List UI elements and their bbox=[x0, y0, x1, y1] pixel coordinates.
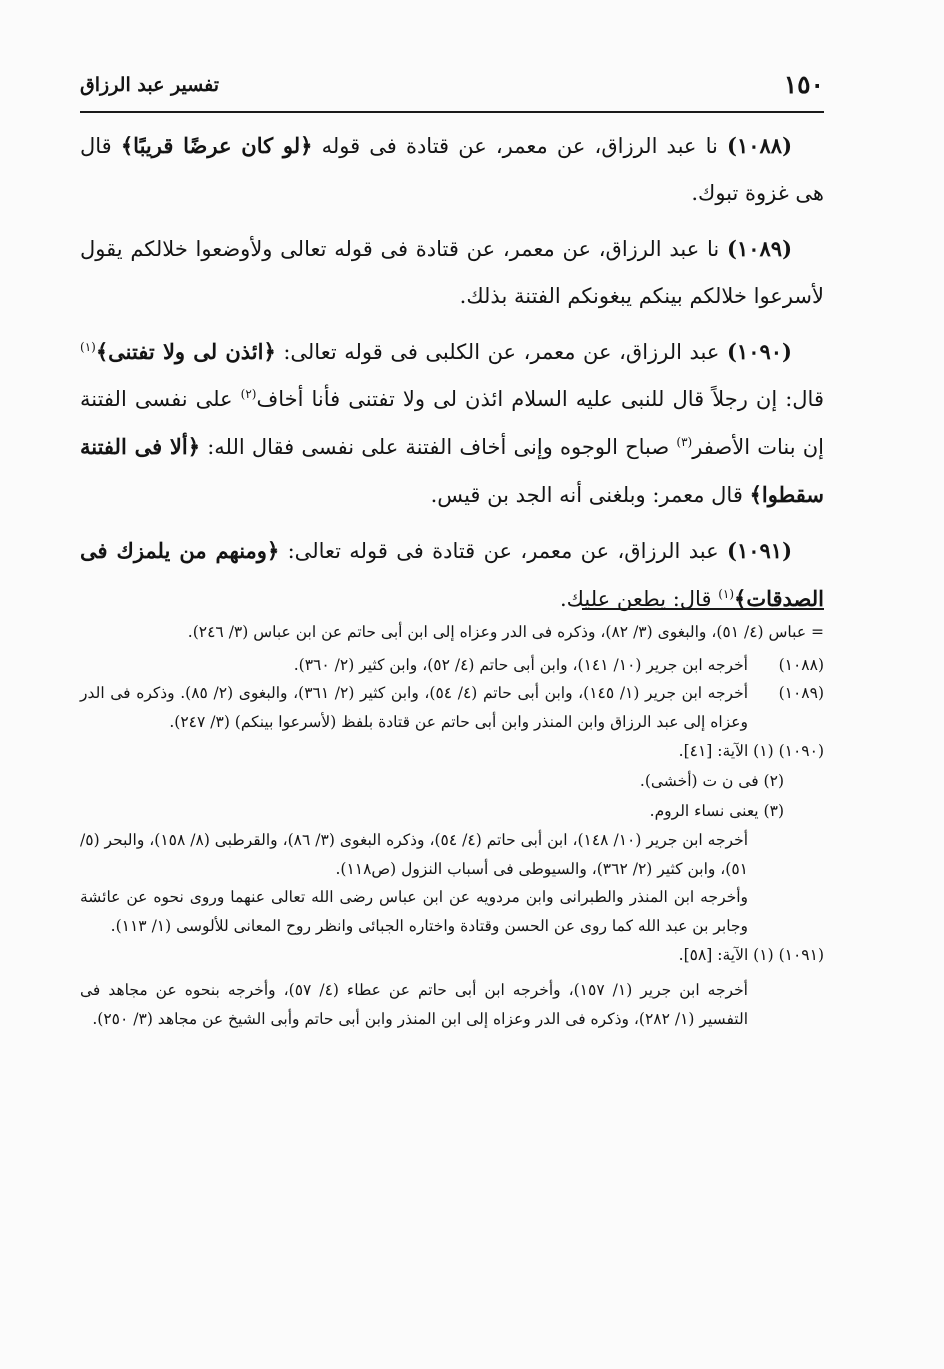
entry-text: قال معمر: وبلغنى أنه الجد بن قيس. bbox=[430, 483, 743, 507]
footnote-ref: (٣) bbox=[676, 435, 693, 449]
entry-text: صباح الوجوه وإنى أخاف الفتنة على نفسى فقال الله: bbox=[207, 435, 670, 459]
quran-quote: ﴿ائذن لى ولا تفتنى﴾ bbox=[95, 339, 276, 364]
entry-text: قال: إن رجلاً قال للنبى عليه السلام ائذن لى ولا تفتنى فأنا أخاف bbox=[256, 387, 824, 411]
page-header bbox=[80, 66, 824, 106]
main-text bbox=[80, 122, 824, 631]
footnote-takhrij: أخرجه ابن جرير (١٠/ ١٤٨)، ابن أبى حاتم (٤/ ٥٤)، وذكره البغوى (٣/ ٨٦)، والقرطبى (٨/ ١٥٨)، والبحر (٥/ ٥١)، وابن كثير (٢/ ٣٦٢)، والسيوطى فى أسباب النزول (ص١١٨). bbox=[80, 831, 748, 878]
quran-quote: ﴿ألا فى الفتنة سقطوا﴾ bbox=[80, 434, 824, 507]
footnote-label: (١٠٩١) bbox=[778, 946, 824, 964]
entry-text: عبد الرزاق، عن معمر، عن قتادة فى قوله تعالى: bbox=[287, 539, 719, 563]
entry-text: نا عبد الرزاق، عن معمر، عن قتادة فى قوله bbox=[321, 134, 718, 158]
entry-text: على نفسى الفتنة إن بنات الأصفر bbox=[80, 387, 824, 459]
footnote-1088 bbox=[80, 651, 824, 680]
entry-text: نا عبد الرزاق، عن معمر، عن قتادة فى قوله تعالى ولأوضعوا خلالكم يقول لأسرعوا خلالكم بينكم يبغونكم الفتنة بذلك. bbox=[80, 237, 824, 308]
entry-text: قال هى غزوة تبوك. bbox=[80, 134, 824, 205]
header-rule bbox=[80, 111, 824, 113]
footnote-text: (١) الآية: [٥٨]. bbox=[678, 946, 774, 964]
footnote-label: (١٠٨٩) bbox=[778, 684, 824, 702]
entry-text: عبد الرزاق، عن معمر، عن الكلبى فى قوله تعالى: bbox=[283, 340, 720, 364]
footnote-continuation: = عباس (٤/ ٥١)، والبغوى (٣/ ٨٢)، وذكره فى الدر وعزاه إلى ابن أبى حاتم عن ابن عباس (٣/ ٢٤٦). bbox=[187, 623, 824, 641]
footnote-1089 bbox=[80, 679, 824, 736]
footnote-label: (١٠٨٨) bbox=[778, 655, 824, 674]
quran-quote: ﴿لو كان عرضًا قريبًا﴾ bbox=[120, 133, 313, 158]
entry-1089 bbox=[80, 225, 824, 320]
page-number: ١٥٠ bbox=[783, 70, 824, 99]
footnote-takhrij: وأخرجه ابن المنذر والطبرانى وابن مردويه عن ابن عباس رضى الله تعالى عنهما وروى نحوه عن عائشة وجابر بن عبد الله كما روى عن الحسن وقتادة واختاره الجبائى وانظر روح المعانى للألوسى (١/ ١١٣). bbox=[80, 888, 748, 935]
footnotes bbox=[80, 618, 824, 1033]
footnote-1091 bbox=[80, 940, 824, 970]
entry-1088 bbox=[80, 122, 824, 217]
footnote-text: أخرجه ابن جرير (١/ ١٤٥)، وابن أبى حاتم (٤/ ٥٤)، وابن كثير (٢/ ٣٦١)، والبغوى (٢/ ٨٥). وذكره فى الدر وعزاه إلى عبد الرزاق وابن المنذر وابن أبى حاتم عن قتادة بلفظ (لأسرعوا بينكم) (٣/ ٢٤٧). bbox=[80, 684, 749, 731]
footnote-ref: (١) bbox=[80, 340, 96, 354]
footnote-ref: (١) bbox=[718, 587, 735, 601]
footnote-rule bbox=[582, 608, 824, 610]
entry-number: (١٠٩١) bbox=[727, 538, 792, 563]
footnote-1090 bbox=[80, 736, 824, 766]
entry-number: (١٠٨٩) bbox=[727, 236, 792, 261]
footnote-text: أخرجه ابن جرير (١٠/ ١٤١)، وابن أبى حاتم (٤/ ٥٢)، وابن كثير (٢/ ٣٦٠). bbox=[293, 655, 748, 674]
entry-1090 bbox=[80, 328, 824, 519]
quran-quote: ﴿ومنهم من يلمزك فى الصدقات﴾ bbox=[80, 538, 824, 611]
footnote-subnote: (٢) فى ن ت (أخشى). bbox=[639, 772, 784, 790]
footnote-takhrij: أخرجه ابن جرير (١/ ١٥٧)، وأخرجه ابن أبى حاتم عن عطاء (٤/ ٥٧)، وأخرجه بنحوه عن مجاهد فى التفسير (١/ ٢٨٢)، وذكره فى الدر وعزاه إلى ابن المنذر وابن أبى حاتم وأبى الشيخ عن مجاهد (٣/ ٢٥٠). bbox=[80, 981, 748, 1028]
footnote-ref: (٢) bbox=[240, 387, 257, 401]
entry-number: (١٠٨٨) bbox=[727, 133, 792, 158]
footnote-label: (١٠٩٠) bbox=[778, 742, 824, 760]
footnote-subnote: (٣) يعنى نساء الروم. bbox=[649, 802, 784, 820]
footnote-text: (١) الآية: [٤١]. bbox=[678, 742, 774, 760]
entry-number: (١٠٩٠) bbox=[726, 339, 792, 364]
entry-text: قال: يطعن عليك. bbox=[559, 587, 712, 611]
running-title: تفسير عبد الرزاق bbox=[80, 74, 220, 96]
